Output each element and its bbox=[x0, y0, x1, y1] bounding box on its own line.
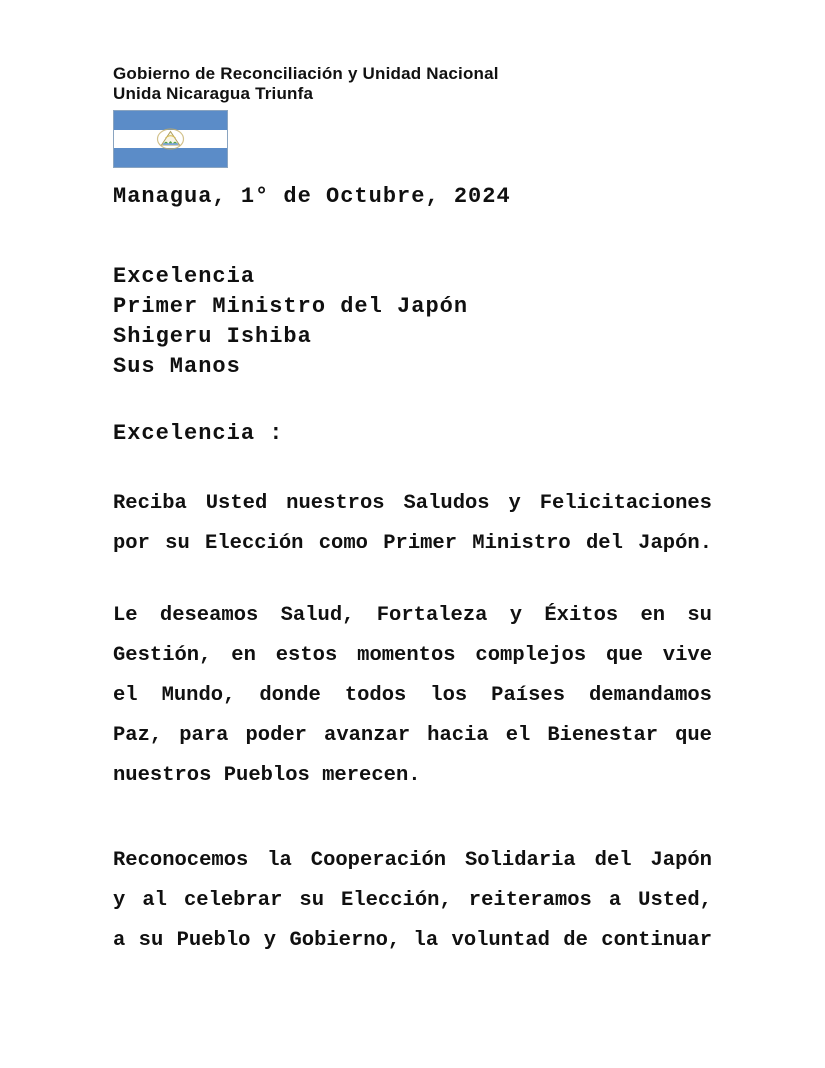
paragraph-2-line-5: nuestros Pueblos merecen. bbox=[113, 764, 421, 787]
paragraph-2-line-1: Le deseamos Salud, Fortaleza y Éxitos en su bbox=[113, 604, 712, 627]
paragraph-3-line-3: a su Pueblo y Gobierno, la voluntad de continuar bbox=[113, 929, 712, 952]
paragraph-2-line-4: Paz, para poder avanzar hacia el Bienestar que bbox=[113, 724, 712, 747]
paragraph-3-line-1: Reconocemos la Cooperación Solidaria del Japón bbox=[113, 849, 712, 872]
paragraph-1 bbox=[113, 484, 712, 564]
nicaragua-flag-image bbox=[114, 111, 227, 167]
letterhead bbox=[113, 64, 753, 104]
paragraph-3-line-2: y al celebrar su Elección, reiteramos a Usted, bbox=[113, 889, 712, 912]
paragraph-2-line-2: Gestión, en estos momentos complejos que vive bbox=[113, 644, 712, 667]
paragraph-3 bbox=[113, 841, 712, 961]
letterhead-line-1: Gobierno de Reconciliación y Unidad Nacional bbox=[113, 64, 499, 83]
recipient-office: Primer Ministro del Japón bbox=[113, 294, 469, 319]
recipient-title: Excelencia bbox=[113, 264, 256, 289]
dateline: Managua, 1° de Octubre, 2024 bbox=[113, 184, 511, 209]
paragraph-1-line-1: Reciba Usted nuestros Saludos y Felicitaciones bbox=[113, 492, 712, 515]
letterhead-line-2: Unida Nicaragua Triunfa bbox=[113, 84, 314, 103]
recipient-block bbox=[113, 262, 468, 382]
salutation: Excelencia : bbox=[113, 421, 284, 446]
recipient-name: Shigeru Ishiba bbox=[113, 324, 312, 349]
recipient-delivery: Sus Manos bbox=[113, 354, 241, 379]
paragraph-2-line-3: el Mundo, donde todos los Países demandamos bbox=[113, 684, 712, 707]
nicaragua-flag-icon bbox=[113, 110, 228, 168]
paragraph-2 bbox=[113, 596, 712, 796]
paragraph-1-line-2: por su Elección como Primer Ministro del Japón. bbox=[113, 532, 712, 555]
